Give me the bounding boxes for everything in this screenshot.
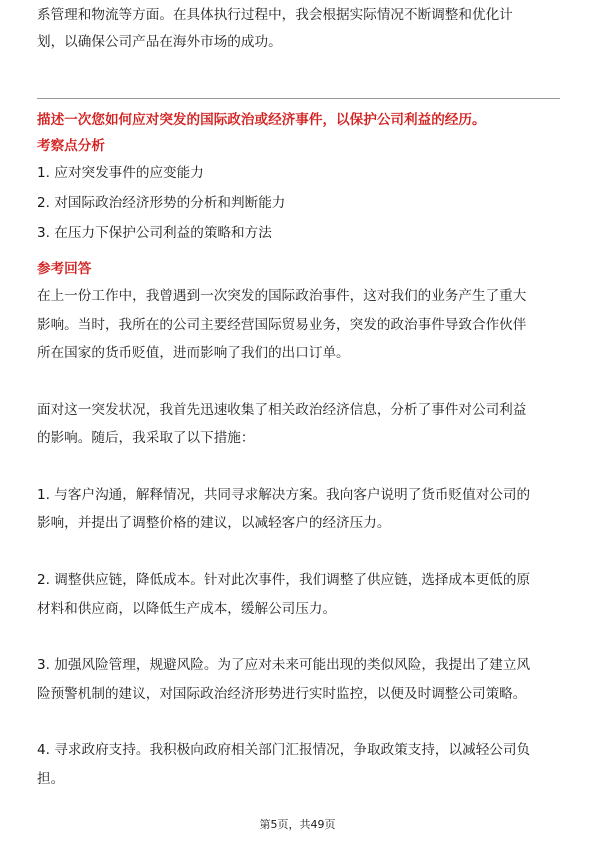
answer-heading: 参考回答 [37, 261, 92, 277]
answer-paragraph-line: 险预警机制的建议，对国际政治经济形势进行实时监控，以便及时调整公司策略。 [37, 686, 527, 702]
answer-paragraph-line: 2. 调整供应链，降低成本。针对此次事件，我们调整了供应链，选择成本更低的原 [37, 572, 531, 588]
answer-paragraph-line: 影响，并提出了调整价格的建议，以减轻客户的经济压力。 [37, 515, 391, 531]
answer-paragraph-line: 担。 [37, 771, 65, 787]
answer-paragraph-line: 3. 加强风险管理，规避风险。为了应对未来可能出现的类似风险，我提出了建立风 [37, 657, 531, 673]
answer-paragraph-line: 影响。当时，我所在的公司主要经营国际贸易业务，突发的政治事件导致合作伙伴 [37, 317, 527, 333]
answer-paragraph-line: 在上一份工作中，我曾遇到一次突发的国际政治事件，这对我们的业务产生了重大 [37, 288, 527, 304]
intro-line-2: 划，以确保公司产品在海外市场的成功。 [37, 34, 282, 50]
answer-paragraph-line: 所在国家的货币贬值，进而影响了我们的出口订单。 [37, 345, 350, 361]
answer-paragraph-line: 材料和供应商，以降低生产成本，缓解公司压力。 [37, 601, 337, 617]
answer-paragraph-line: 面对这一突发状况，我首先迅速收集了相关政治经济信息，分析了事件对公司利益 [37, 402, 527, 418]
answer-paragraph-line: 的影响。随后，我采取了以下措施： [37, 430, 255, 446]
answer-paragraph-line: 1. 与客户沟通，解释情况，共同寻求解决方案。我向客户说明了货币贬值对公司的 [37, 487, 531, 503]
question-title: 描述一次您如何应对突发的国际政治或经济事件，以保护公司利益的经历。 [37, 112, 486, 128]
analysis-item: 2. 对国际政治经济形势的分析和判断能力 [37, 195, 286, 211]
page-number: 第5页，共49页 [259, 818, 336, 831]
analysis-item: 1. 应对突发事件的应变能力 [37, 165, 204, 181]
analysis-item: 3. 在压力下保护公司利益的策略和方法 [37, 225, 272, 241]
answer-paragraph-line: 4. 寻求政府支持。我积极向政府相关部门汇报情况，争取政策支持，以减轻公司负 [37, 742, 531, 758]
intro-line-1: 系管理和物流等方面。在具体执行过程中，我会根据实际情况不断调整和优化计 [37, 7, 513, 23]
analysis-heading: 考察点分析 [37, 138, 105, 154]
section-divider [37, 98, 560, 99]
